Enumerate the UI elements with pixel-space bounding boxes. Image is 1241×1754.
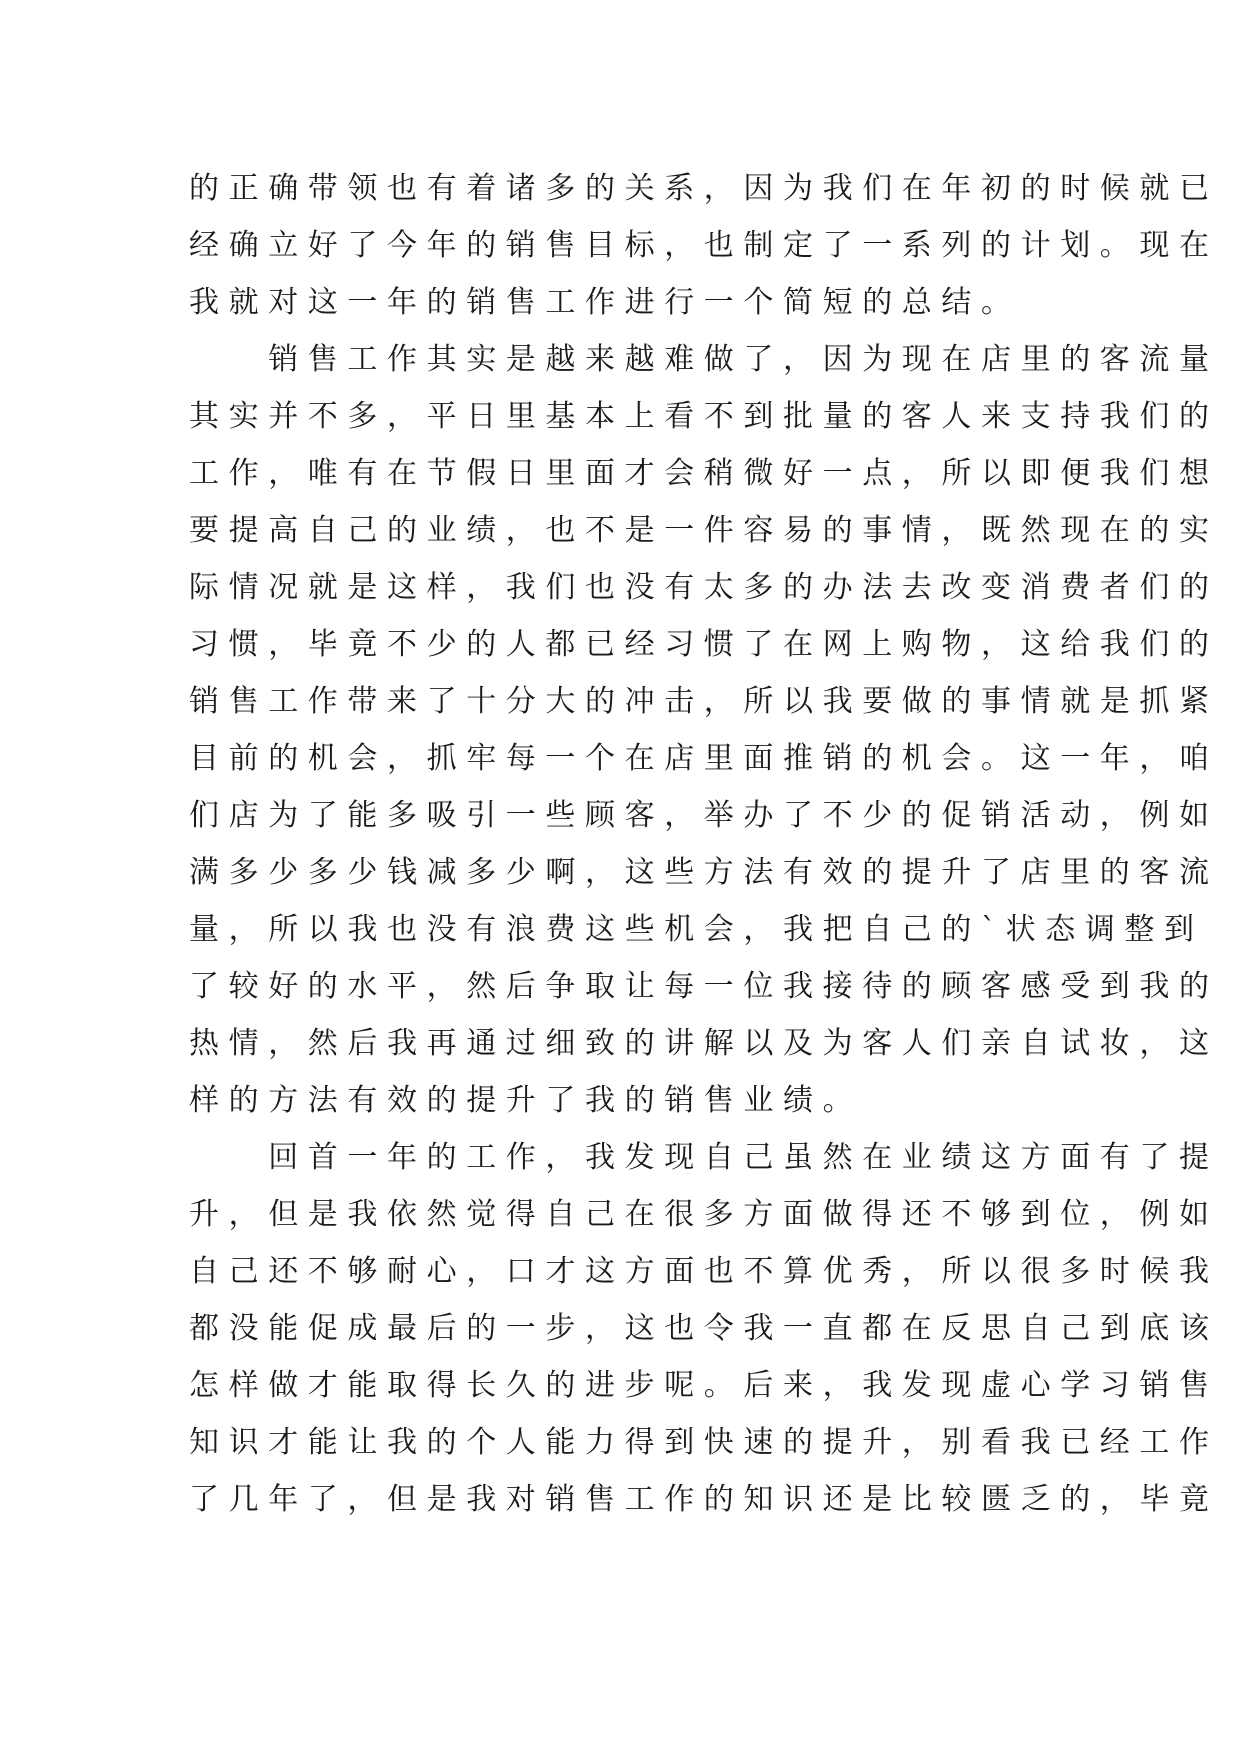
text-line: 们店为了能多吸引一些顾客，举办了不少的促销活动，例如 xyxy=(189,798,1219,833)
text-line: 工作，唯有在节假日里面才会稍微好一点，所以即便我们想 xyxy=(189,456,1219,491)
text-line: 经确立好了今年的销售目标，也制定了一系列的计划。现在 xyxy=(189,228,1219,263)
text-line: 销售工作其实是越来越难做了，因为现在店里的客流量 xyxy=(189,342,1219,377)
text-line: 样的方法有效的提升了我的销售业绩。 xyxy=(189,1083,863,1118)
text-line: 热情，然后我再通过细致的讲解以及为客人们亲自试妆，这 xyxy=(189,1026,1219,1061)
text-line: 了几年了，但是我对销售工作的知识还是比较匮乏的，毕竟 xyxy=(189,1482,1219,1517)
text-line: 回首一年的工作，我发现自己虽然在业绩这方面有了提 xyxy=(189,1140,1219,1175)
text-line: 满多少多少钱减多少啊，这些方法有效的提升了店里的客流 xyxy=(189,855,1219,890)
text-line: 了较好的水平，然后争取让每一位我接待的顾客感受到我的 xyxy=(189,969,1219,1004)
text-line: 我就对这一年的销售工作进行一个简短的总结。 xyxy=(189,285,1021,320)
text-line: 要提高自己的业绩，也不是一件容易的事情，既然现在的实 xyxy=(189,513,1219,548)
text-line: 的正确带领也有着诸多的关系，因为我们在年初的时候就已 xyxy=(189,171,1219,206)
text-line: 目前的机会，抓牢每一个在店里面推销的机会。这一年，咱 xyxy=(189,741,1219,776)
text-line: 升，但是我依然觉得自己在很多方面做得还不够到位，例如 xyxy=(189,1197,1219,1232)
text-line: 际情况就是这样，我们也没有太多的办法去改变消费者们的 xyxy=(189,570,1219,605)
text-line: 销售工作带来了十分大的冲击，所以我要做的事情就是抓紧 xyxy=(189,684,1219,719)
text-line: 怎样做才能取得长久的进步呢。后来，我发现虚心学习销售 xyxy=(189,1368,1219,1403)
text-line: 习惯，毕竟不少的人都已经习惯了在网上购物，这给我们的 xyxy=(189,627,1219,662)
text-line: 自己还不够耐心，口才这方面也不算优秀，所以很多时候我 xyxy=(189,1254,1219,1289)
text-line: 都没能促成最后的一步，这也令我一直都在反思自己到底该 xyxy=(189,1311,1219,1346)
text-line: 量，所以我也没有浪费这些机会，我把自己的`状态调整到 xyxy=(189,912,1204,947)
body-text xyxy=(189,160,1219,1528)
text-line: 知识才能让我的个人能力得到快速的提升，别看我已经工作 xyxy=(189,1425,1219,1460)
text-line: 其实并不多，平日里基本上看不到批量的客人来支持我们的 xyxy=(189,399,1219,434)
